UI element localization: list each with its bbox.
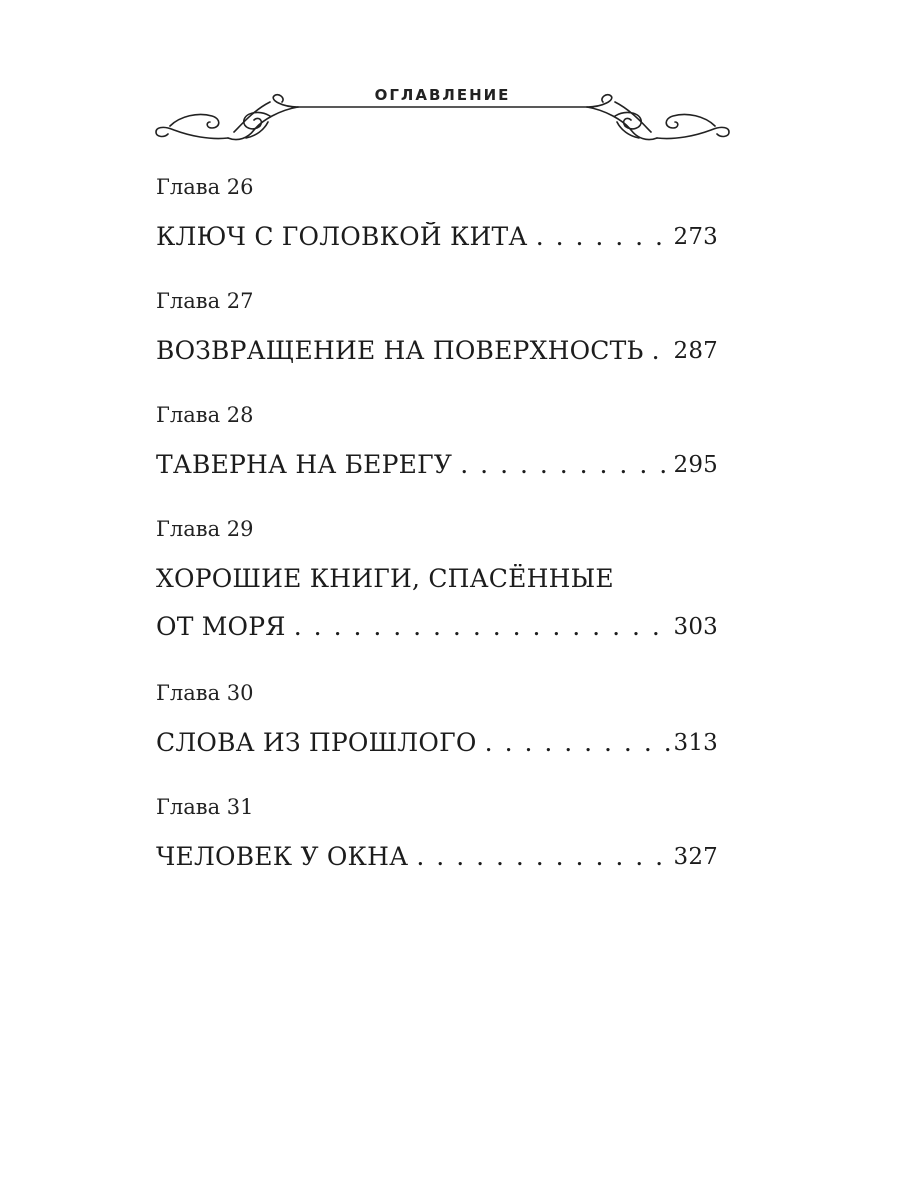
chapter-title-line [156,564,718,594]
toc-entry [156,516,718,642]
page-title: ОГЛАВЛЕНИЕ [374,86,511,104]
chapter-title: КЛЮЧ С ГОЛОВКОЙ КИТА [156,222,528,251]
chapter-label: Глава 31 [156,795,254,819]
chapter-title-line [156,728,718,758]
toc-entry [156,680,718,758]
chapter-title: ТАВЕРНА НА БЕРЕГУ [156,450,453,479]
page-number: 313 [673,730,718,756]
chapter-label: Глава 26 [156,175,254,199]
chapter-title: ХОРОШИЕ КНИГИ, СПАСЁННЫЕ [156,564,614,593]
page-number: 287 [673,338,718,364]
page-number: 295 [673,452,718,478]
chapter-label: Глава 28 [156,403,254,427]
page-number: 303 [673,614,718,640]
page-number: 327 [673,844,718,870]
toc-entry [156,174,718,252]
toc-entry [156,794,718,872]
page-number: 273 [673,224,718,250]
chapter-label: Глава 29 [156,517,254,541]
toc-entry [156,402,718,480]
chapter-title-line [156,336,718,366]
chapter-label: Глава 30 [156,681,254,705]
chapter-title-line [156,222,718,252]
chapter-title-line [156,450,718,480]
chapter-title-continued: ОТ МОРЯ [156,612,286,641]
chapter-title: ЧЕЛОВЕК У ОКНА [156,842,409,871]
chapter-title: СЛОВА ИЗ ПРОШЛОГО [156,728,477,757]
toc-header [150,80,735,150]
toc-entry [156,288,718,366]
chapter-title-line [156,842,718,872]
chapter-title-line [156,612,718,642]
chapter-label: Глава 27 [156,289,254,313]
chapter-title: ВОЗВРАЩЕНИЕ НА ПОВЕРХНОСТЬ [156,336,644,365]
